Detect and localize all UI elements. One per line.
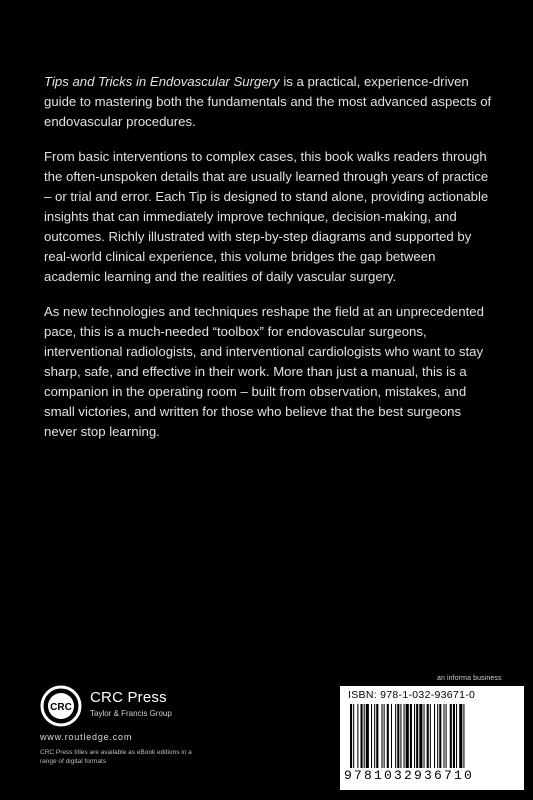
barcode-bars-icon [348,704,516,768]
barcode-bar [371,704,372,768]
back-cover-blurb [44,72,492,457]
blurb-paragraph-3: As new technologies and techniques reshape the field at an unprecedented pace, this is a much-needed “toolbox” for endovascular surgeons, interventional radiologists, and interventional cardiologists who want to stay sharp, safe, and effective in their work. More than just a manual, this is a companion in the operating room – built from observation, mistakes, and small victories, and written for those who believe that the best surgeons never stop learning. [44,304,484,439]
barcode-bar [439,704,441,768]
ean-first-digit: 9 [344,768,355,783]
barcode-bar [376,704,378,768]
barcode-bar [434,704,435,768]
barcode-bar [364,704,365,768]
barcode-bar [410,704,412,768]
barcode-bar [384,704,385,768]
blurb-paragraph-1 [44,72,492,132]
barcode-bar [424,704,425,768]
barcode-bar [463,704,464,768]
barcode-bar [387,704,389,768]
publisher-name: CRC Press [90,689,167,706]
publisher-url: www.routledge.com [40,732,133,742]
ean-digits [344,768,520,783]
isbn-barcode [340,686,524,790]
barcode-bar [416,704,418,768]
barcode-bar [357,704,358,768]
crc-logo-icon [40,685,82,727]
barcode-bar [391,704,392,768]
barcode-bar [404,704,405,768]
barcode-bar [427,704,429,768]
barcode-bar [382,704,383,768]
isbn-number: ISBN: 978-1-032-93671-0 [348,689,476,701]
barcode-bar [459,704,462,768]
barcode-bar [353,704,354,768]
barcode-bar [395,704,396,768]
ebook-note: CRC Press titles are available as eBook editions in a range of digital formats [40,749,192,765]
publisher-group: Taylor & Francis Group [90,709,172,718]
barcode-bar [450,704,452,768]
barcode-bar [397,704,399,768]
barcode-bar [400,704,401,768]
barcode-bar [446,704,447,768]
book-title: Tips and Tricks in Endovascular Surgery [44,74,280,89]
barcode-bar [374,704,375,768]
barcode-bar [437,704,438,768]
blurb-paragraph-2: From basic interventions to complex cases, this book walks readers through the often-unspoken details that are usually learned through years of practice – or trial and error. Each Tip is designed to stand alone, providing actionable insights that can immediately improve technique, decision-making, and outcomes. Richly illustrated with step-by-step diagrams and supported by real-world clinical experience, this volume bridges the gap between academic learning and the realities of daily vascular surgery. [44,149,489,284]
barcode-bar [361,704,363,768]
barcode-bar [366,704,369,768]
barcode-bar [406,704,409,768]
informa-tagline: an informa business [437,675,502,682]
barcode-bar [430,704,431,768]
crc-logo-text: CRC [50,702,72,713]
ean-left-group: 781032 [354,768,415,783]
barcode-bar [350,704,352,768]
ean-right-group: 936710 [414,768,475,783]
barcode-bar [414,704,415,768]
barcode-bar [456,704,457,768]
publisher-block [40,685,280,785]
blurb-paragraph-1-text: is a practical, experience-driven guide to mastering both the fundamentals and the most advanced aspects of endovascular procedures. [44,74,492,129]
barcode-bar [443,704,444,768]
barcode-bar [453,704,455,768]
barcode-bar [419,704,422,768]
